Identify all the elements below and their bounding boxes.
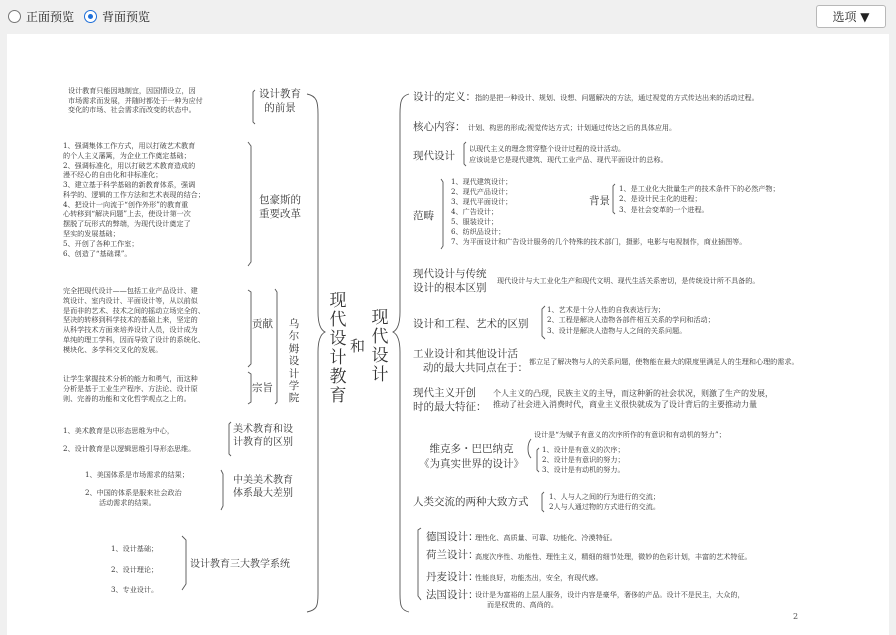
page-number: 2	[793, 612, 799, 621]
purpose-text: 让学生掌握技术分析的能力和勇气，而这种 分析是基于工业生产程序、方法论、设计原 则、完善的功能和文化哲学观点之上的。	[63, 374, 198, 403]
germany-text: 理性化、高质量、可靠、功能化、冷漠特征。	[475, 533, 617, 542]
denmark-label: 丹麦设计：	[426, 571, 479, 583]
definition-text: 指的是把一种设计、规划、设想、问题解决的方法，通过视觉的方式传达出来的活动过程。	[475, 93, 759, 102]
options-dropdown-button[interactable]	[816, 5, 886, 28]
netherlands-text: 高度次序性、功能性、理性主义，精细的细节处理，微妙的色彩计划，丰富的艺术特征。	[475, 552, 752, 561]
industrial-text: 都立足了解决物与人的关系问题，使物能在最大的限度里满足人的生理和心理的需求。	[529, 357, 799, 366]
engineering-items: 1、艺术是十分人性的自我表达行为； 2、工程是解决人造物各部件相互关系的学问和活动； 3、设计是解决人造物与人之间的关系问题。	[547, 305, 715, 335]
communication-items: 1、人与人之间的行为进行的交流； 2人与人通过物的方式进行的交流。	[549, 492, 660, 511]
papanek-label: 维克多・巴巴纳克 《为真实世界的设计》	[419, 443, 524, 470]
papanek-head: 设计是“为赋予有意义的次序所作的有意识和有动机的努力”；	[534, 430, 726, 439]
modernism-label: 现代主义开创 时的最大特征：	[413, 387, 487, 414]
back-preview-option[interactable]	[84, 8, 150, 25]
back-preview-label[interactable]: 背面预览	[102, 10, 151, 24]
center-title-design: 现代设计	[371, 308, 389, 386]
preview-toolbar	[0, 0, 896, 34]
germany-label: 德国设计：	[426, 531, 479, 543]
front-preview-label[interactable]: 正面预览	[26, 10, 75, 24]
communication-label: 人类交流的两种大致方式	[413, 496, 529, 508]
tradition-label: 现代设计与传统 设计的根本区别	[413, 268, 487, 294]
netherlands-label: 荷兰设计：	[426, 549, 479, 561]
center-title-education: 现代设计教育	[329, 291, 347, 407]
modern-design-text: 以现代主义的理念贯穿整个设计过程的设计活动。 应该说是它是现代建筑、现代工业产品、现代平面设计的总称。	[469, 144, 668, 164]
bauhaus-label: 包豪斯的 重要改革	[259, 194, 301, 220]
mind-map-page	[7, 34, 889, 635]
radio-unchecked-icon[interactable]	[8, 10, 21, 23]
bauhaus-reforms-text: 1、强调集体工作方式，用以打破艺术教育 的个人主义藩篱，为企业工作奠定基础； 2、强调标准化，用以打破艺术教育造成的 漫不经心的自由化和非标准化； 3、建立基于科学基础的新教育体系，强调 科学的、逻辑的工作方法和艺术表现的结合； 4、把设计一向流于“创作外形”的教育重 心转移到“解决问题”上去，使设计第一次 摆脱了玩形式的弊端，为现代设计奠定了 坚实的发展基础； 5、开创了各种工作室； 6、创造了“基础课”。	[63, 141, 205, 258]
china-us-label: 中美美术教育 体系最大差别	[233, 475, 293, 499]
prospect-label: 设计教育 的前景	[259, 88, 301, 114]
purpose-label: 宗旨	[252, 382, 273, 394]
core-text: 计划、构思的形成;视觉传达方式；计划通过传达之后的具体应用。	[468, 123, 677, 132]
scope-items: 1、现代建筑设计； 2、现代产品设计； 3、现代平面设计； 4、广告设计； 5、服装设计； 6、纺织品设计； 7、为平面设计和广告设计服务的几个特殊的技术部门，摄影，电影与电视制作，商业插图等。	[451, 177, 747, 247]
three-systems-text: 1、设计基础； 2、设计理论； 3、专业设计。	[111, 544, 159, 595]
papanek-items: 1、设计是有意义的次序； 2、设计是有意识的努力； 3、设计是有动机的努力。	[542, 445, 625, 474]
modern-design-label: 现代设计	[413, 150, 455, 162]
modernism-text: 个人主义的凸现，民族主义的主导，而这种新的社会状况，则激了生产的发展， 推动了社会进入消费时代，商业主义很快就成为了设计背后的主要推动力量	[493, 389, 773, 410]
industrial-label: 工业设计和其他设计活 动的最大共同点在于：	[413, 348, 528, 374]
engineering-label: 设计和工程、艺术的区别	[413, 318, 529, 330]
china-us-text: 1、美国体系是市场需求的结果； 2、中国的体系是服来社会政治 活动需求的结果。	[85, 470, 189, 507]
contribution-label: 贡献	[252, 318, 273, 330]
ulm-label: 乌尔姆设计学院	[288, 318, 300, 405]
options-label[interactable]: 选项 ▼	[832, 10, 870, 24]
front-preview-option[interactable]	[8, 8, 74, 25]
denmark-text: 性能良好，功能杰出，安全，有现代感。	[475, 573, 603, 582]
radio-checked-icon[interactable]	[84, 10, 97, 23]
background-label: 背景	[589, 195, 610, 207]
contribution-text: 完全把现代设计——包括工业产品设计、建 筑设计、室内设计、平面设计等，从以前似 是而非的艺术、技术之间的摇动立场完全的、 坚决的转移到科学技术的基础上来，坚定的 从科学技术方面来培养设计人员，设计成为 单纯的理工学科，因而导致了设计的系统化、 模块化、多学科交叉化的发展。	[63, 286, 205, 354]
core-label: 核心内容：	[413, 121, 466, 133]
scope-label: 范畴	[413, 210, 434, 222]
tradition-text: 现代设计与大工业化生产和现代文明、现代生活关系密切，是传统设计所不具备的。	[497, 276, 760, 285]
background-items: 1、是工业化大批量生产的技术条件下的必然产物； 2、是设计民主化的进程； 3、是社会变革的一个进程。	[619, 184, 780, 214]
france-label: 法国设计：	[426, 589, 479, 601]
three-systems-label: 设计教育三大教学系统	[190, 559, 290, 570]
art-vs-design-label: 美术教育和设 计教育的区别	[233, 424, 293, 448]
center-title-and: 和	[350, 337, 366, 355]
france-text: 设计是为富裕的上层人服务，设计内容是豪华，奢侈的产品。设计不是民主，大众的， 而是权贵的、高尚的。	[475, 590, 745, 610]
prospect-text: 设计教育只能因地制宜，因国情设立，因 市场需求而发展，并随时都处于一种为应付 变化的市场、社会需求而改变的状态中。	[68, 86, 203, 115]
definition-label: 设计的定义：	[413, 91, 476, 103]
art-vs-design-text: 1、美术教育是以形态思维为中心， 2、设计教育是以逻辑思维引导形态思维。	[63, 426, 196, 454]
